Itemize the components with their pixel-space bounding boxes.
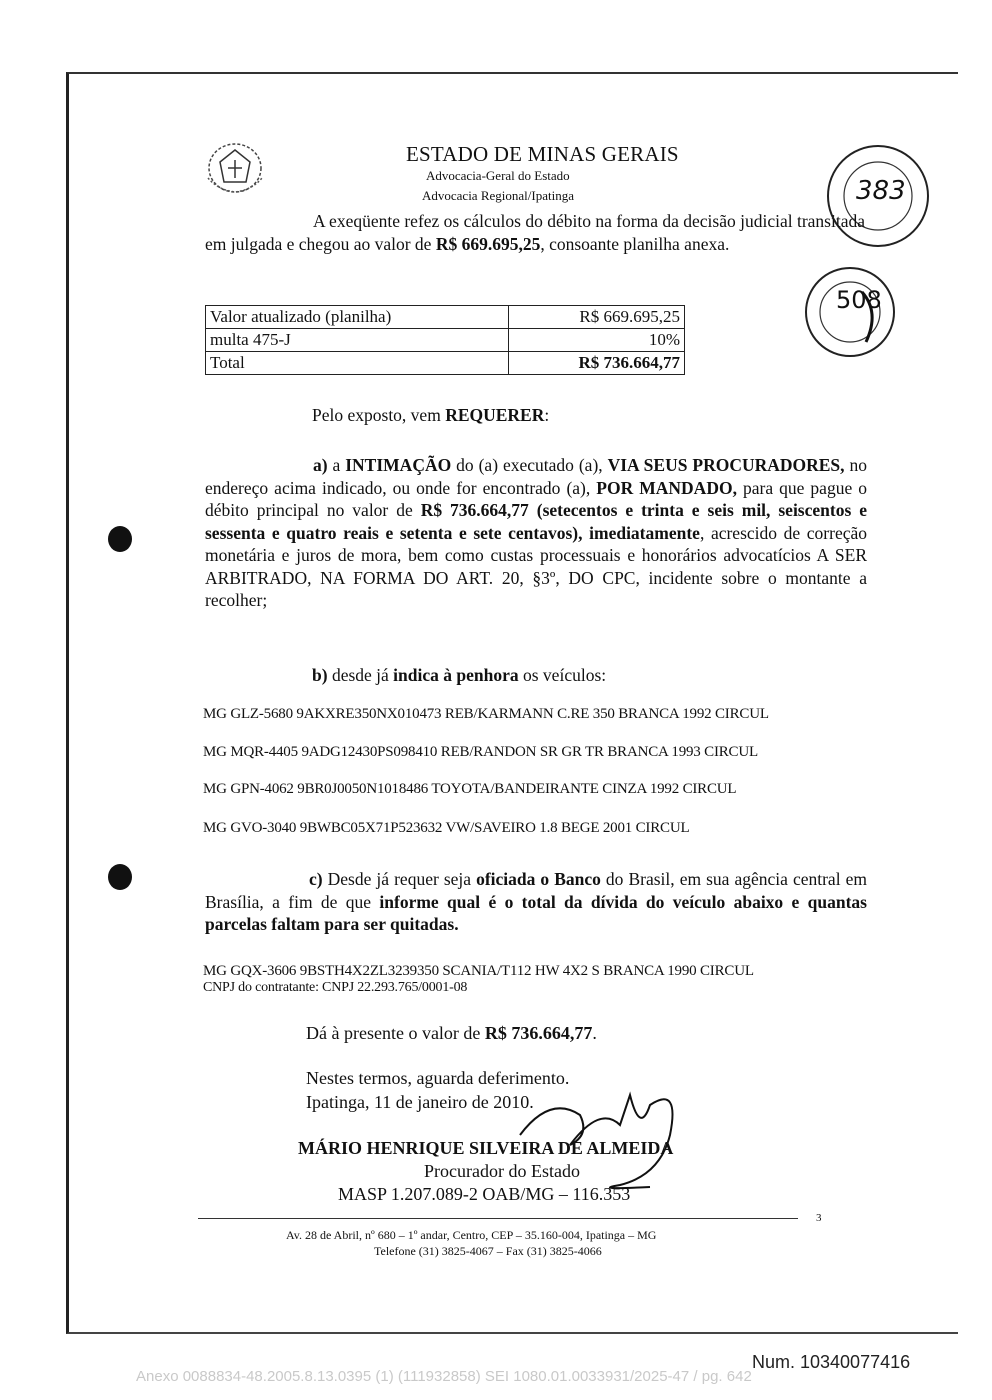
item-c-bold: oficiada o Banco bbox=[476, 869, 601, 889]
intro-text: A exeqüente refez os cálculos do débito na forma da decisão judicial transitada em julgada e chegou ao valor de bbox=[205, 211, 866, 254]
document-number: Num. 10340077416 bbox=[752, 1352, 911, 1372]
item-a-letter: a) bbox=[313, 455, 328, 475]
item-a-text: no endereço acima indicado, ou onde for encontrado (a), bbox=[205, 455, 867, 498]
vehicle-line: MG MQR-4405 9ADG12430PS098410 REB/RANDON SR GR TR BRANCA 1993 CIRCUL bbox=[203, 744, 758, 760]
signer-role: Procurador do Estado bbox=[424, 1161, 580, 1181]
calculation-table bbox=[205, 305, 685, 375]
valor-line bbox=[306, 1022, 597, 1045]
page-number: 3 bbox=[816, 1212, 822, 1224]
item-b-line bbox=[312, 664, 606, 687]
table-row bbox=[206, 329, 685, 352]
signer-name: MÁRIO HENRIQUE SILVEIRA DE ALMEIDA bbox=[298, 1138, 674, 1158]
item-c-letter: c) bbox=[309, 869, 323, 889]
table-row bbox=[206, 306, 685, 329]
table-cell-value: R$ 669.695,25 bbox=[508, 306, 684, 329]
item-c-text: Desde já requer seja bbox=[322, 869, 477, 889]
item-c-text: do Brasil, em sua agência central em Brasília, a fim de que bbox=[205, 869, 867, 912]
closing-line: Nestes termos, aguarda deferimento. bbox=[306, 1068, 570, 1088]
footer-phone: Telefone (31) 3825-4067 – Fax (31) 3825-4066 bbox=[374, 1244, 602, 1258]
vehicle-line-c: MG GQX-3606 9BSTH4X2ZL3239350 SCANIA/T112 HW 4X2 S BRANCA 1990 CIRCUL bbox=[203, 963, 754, 979]
header-subtitle-regional: Advocacia Regional/Ipatinga bbox=[422, 188, 574, 203]
vehicle-line: MG GPN-4062 9BR0J0050N1018486 TOYOTA/BANDEIRANTE CINZA 1992 CIRCUL bbox=[203, 781, 737, 797]
vehicle-line: MG GVO-3040 9BWBC05X71P523632 VW/SAVEIRO 1.8 BEGE 2001 CIRCUL bbox=[203, 820, 690, 836]
punch-hole bbox=[108, 864, 132, 890]
valor-suffix: . bbox=[592, 1023, 597, 1043]
intro-paragraph bbox=[205, 210, 865, 255]
cnpj-line: CNPJ do contratante: CNPJ 22.293.765/0001-08 bbox=[203, 980, 468, 995]
item-b-letter: b) bbox=[312, 665, 328, 685]
item-b-text: desde já bbox=[327, 665, 394, 685]
requerer-prefix: Pelo exposto, vem bbox=[312, 405, 446, 425]
header-title: ESTADO DE MINAS GERAIS bbox=[406, 142, 679, 166]
item-a-text: , acrescido de correção monetária e juros de mora, bem como custas processuais e honorários advocatícios A SER ARBITRADO, NA FORMA DO ART. 20, §3º, DO CPC, incidente sobre o montante a recolher; bbox=[205, 522, 868, 610]
table-cell-label: Total bbox=[206, 352, 509, 375]
requerer-line bbox=[312, 404, 549, 427]
item-a-text: do (a) executado (a), bbox=[451, 455, 608, 475]
table-cell-value: 10% bbox=[508, 329, 684, 352]
item-c-paragraph bbox=[205, 868, 867, 936]
requerer-suffix: : bbox=[544, 405, 550, 425]
table-cell-total: R$ 736.664,77 bbox=[508, 352, 684, 375]
item-a-text: a bbox=[327, 455, 346, 475]
footer-address: Av. 28 de Abril, nº 680 – 1º andar, Centro, CEP – 35.160-004, Ipatinga – MG bbox=[286, 1228, 657, 1242]
intro-text-end: , consoante planilha anexa. bbox=[540, 233, 730, 254]
item-b-text: os veículos: bbox=[518, 665, 607, 685]
signer-masp: MASP 1.207.089-2 OAB/MG – 116.353 bbox=[338, 1184, 631, 1204]
item-a-text: para que pague o débito principal no valor de bbox=[205, 477, 867, 520]
valor-amount: R$ 736.664,77 bbox=[484, 1023, 593, 1043]
footer-divider bbox=[198, 1218, 798, 1219]
intro-amount: R$ 669.695,25 bbox=[435, 233, 541, 254]
table-cell-label: Valor atualizado (planilha) bbox=[206, 306, 509, 329]
stamp-page-number: 508 bbox=[836, 286, 882, 314]
header-subtitle: Advocacia-Geral do Estado bbox=[426, 168, 570, 183]
table-cell-label: multa 475-J bbox=[206, 329, 509, 352]
stamp-page-number: 383 bbox=[856, 176, 906, 206]
item-a-bold: INTIMAÇÃO bbox=[345, 455, 452, 475]
table-row bbox=[206, 352, 685, 375]
valor-prefix: Dá à presente o valor de bbox=[306, 1023, 485, 1043]
court-stamp-bottom bbox=[800, 262, 900, 362]
requerer-word: REQUERER bbox=[445, 405, 545, 425]
item-a-bold: POR MANDADO, bbox=[596, 477, 737, 498]
annex-footer: Anexo 0088834-48.2005.8.13.0395 (1) (111932858) SEI 1080.01.0033931/2025-47 / pg. 642 bbox=[136, 1368, 752, 1385]
item-a-paragraph bbox=[205, 454, 867, 612]
item-a-bold: R$ 736.664,77 (setecentos e trinta e seis mil, seiscentos e sessenta e quatro reais e setenta e sete centavos), imediatamente bbox=[205, 500, 867, 543]
vehicle-line: MG GLZ-5680 9AKXRE350NX010473 REB/KARMANN C.RE 350 BRANCA 1992 CIRCUL bbox=[203, 706, 769, 722]
item-a-bold: VIA SEUS PROCURADORES, bbox=[607, 455, 845, 475]
date-line: Ipatinga, 11 de janeiro de 2010. bbox=[306, 1092, 534, 1112]
coat-of-arms-icon bbox=[198, 138, 272, 198]
item-b-bold: indica à penhora bbox=[393, 665, 519, 685]
punch-hole bbox=[108, 526, 132, 552]
item-c-bold: informe qual é o total da dívida do veículo abaixo e quantas parcelas faltam para ser quitadas. bbox=[205, 891, 867, 934]
